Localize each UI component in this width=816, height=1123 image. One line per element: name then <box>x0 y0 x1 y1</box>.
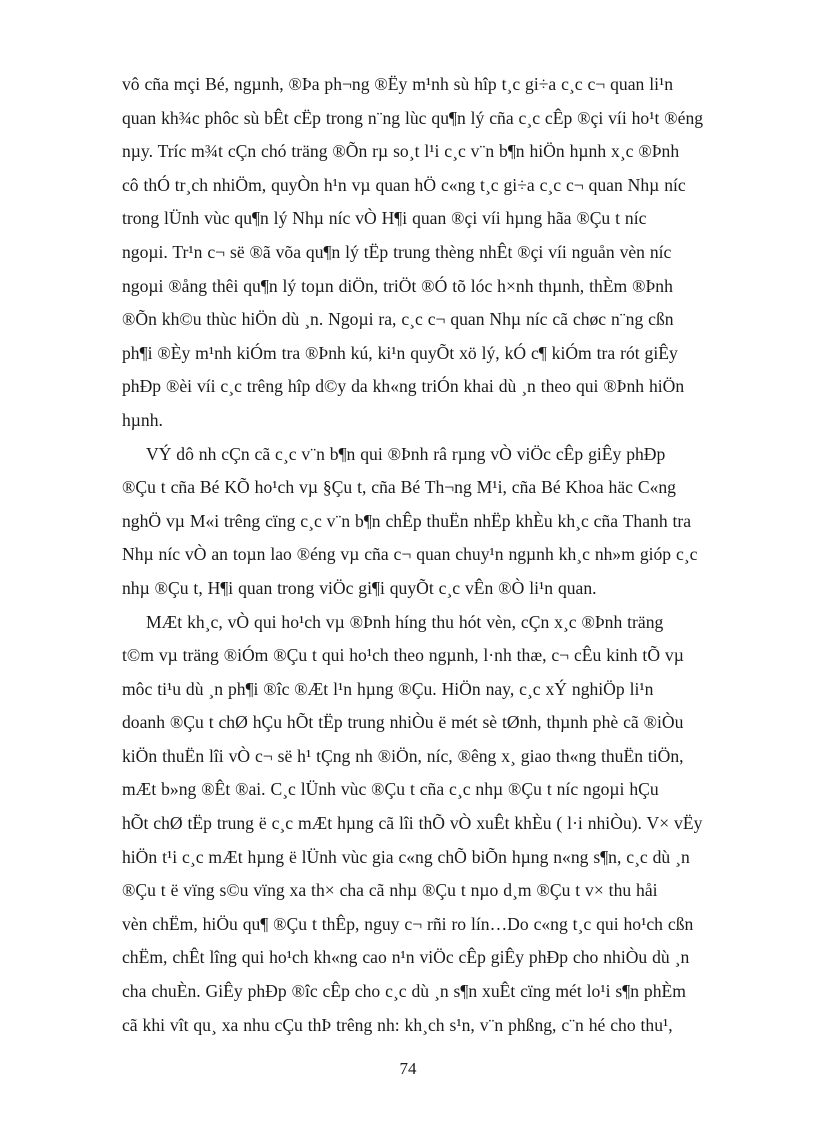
text-line: Nhµ níc vÒ an toµn lao ®éng vµ cña c¬ quan chuy¹n ngµnh kh¸c nh»m gióp c¸c <box>122 544 698 565</box>
text-line: trong lÜnh vùc qu¶n lý Nhµ níc vÒ H¶i quan ®çi víi hµng hãa ®Çu t níc <box>122 208 647 229</box>
page-number: 74 <box>399 1059 417 1078</box>
text-line: ®Õn kh©u thùc hiÖn dù ¸n. Ngoµi ra, c¸c c¬ quan Nhµ níc cã chøc n¨ng cßn <box>122 309 674 330</box>
text-line: phÐp ®èi víi c¸c trêng hîp d©y da kh«ng triÓn khai dù ¸n theo qui ®Þnh hiÖn <box>122 376 685 397</box>
text-line: cô thÓ tr¸ch nhiÖm, quyÒn h¹n vµ quan hÖ c«ng t¸c gi÷a c¸c c¬ quan Nhµ níc <box>122 174 686 195</box>
text-line: chËm, chÊt lîng qui ho¹ch kh«ng cao n¹n viÖc cÊp giÊy phÐp cho nhiÒu dù ¸n <box>122 947 690 968</box>
body-text <box>122 68 762 1042</box>
text-line: cã khi vît qu¸ xa nhu cÇu thÞ trêng nh: kh¸ch s¹n, v¨n phßng, c¨n hé cho thu¹, <box>122 1014 673 1035</box>
text-line: vô cña mçi Bé, ngµnh, ®Þa ph¬ng ®Ëy m¹nh sù hîp t¸c gi÷a c¸c c¬ quan li¹n <box>122 74 674 94</box>
text-line: ph¶i ®Èy m¹nh kiÓm tra ®Þnh kú, ki¹n quyÕt xö lý, kÓ c¶ kiÓm tra rót giÊy <box>122 342 678 363</box>
text-line: MÆt kh¸c, vÒ qui ho¹ch vµ ®Þnh híng thu hót vèn, cÇn x¸c ®Þnh träng <box>146 611 664 632</box>
text-line: ngoµi ®ång thêi qu¶n lý toµn diÖn, triÖt ®Ó tõ lóc h×nh thµnh, thÈm ®Þnh <box>122 275 673 296</box>
text-line: doanh ®Çu t chØ hÇu hÕt tËp trung nhiÒu ë mét sè tØnh, thµnh phè cã ®iÒu <box>122 712 684 733</box>
text-line: kiÖn thuËn lîi vÒ c¬ së h¹ tÇng nh ®iÖn, níc, ®êng x¸ giao th«ng thuËn tiÖn, <box>122 745 684 766</box>
text-line: mÆt b»ng ®Êt ®ai. C¸c lÜnh vùc ®Çu t cña c¸c nhµ ®Çu t níc ngoµi hÇu <box>122 779 659 800</box>
paragraph-3 <box>122 606 762 1043</box>
text-line: ®Çu t cña Bé KÕ ho¹ch vµ §Çu t, cña Bé Th¬ng M¹i, cña Bé Khoa häc C«ng <box>122 477 676 498</box>
text-line: hiÖn t¹i c¸c mÆt hµng ë lÜnh vùc gia c«ng chÕ biÕn hµng n«ng s¶n, c¸c dù ¸n <box>122 846 690 867</box>
text-line: hµnh. <box>122 409 163 430</box>
text-line: hÕt chØ tËp trung ë c¸c mÆt hµng cã lîi thÕ vÒ xuÊt khÈu ( l·i nhiÒu). V× vËy <box>122 813 703 834</box>
paragraph-2 <box>122 438 762 606</box>
text-line: nµy. Tríc m¾t cÇn chó träng ®Õn rµ so¸t l¹i c¸c v¨n b¶n hiÖn hµnh x¸c ®Þnh <box>122 141 680 162</box>
text-line: nghÖ vµ M«i trêng cïng c¸c v¨n b¶n chÊp thuËn nhËp khÈu kh¸c cña Thanh tra <box>122 510 692 531</box>
text-line: môc ti¹u dù ¸n ph¶i ®îc ®Æt l¹n hµng ®Çu. HiÖn nay, c¸c xÝ nghiÖp li¹n <box>122 678 654 699</box>
text-line: vèn chËm, hiÖu qu¶ ®Çu t thÊp, nguy c¬ rñi ro lín…Do c«ng t¸c qui ho¹ch cßn <box>122 913 694 934</box>
text-line: nhµ ®Çu t, H¶i quan trong viÖc gi¶i quyÕt c¸c vÊn ®Ò li¹n quan. <box>122 577 597 598</box>
text-line: t©m vµ träng ®iÓm ®Çu t qui ho¹ch theo ngµnh, l·nh thæ, c¬ cÊu kinh tÕ vµ <box>122 645 684 666</box>
text-line: ngoµi. Tr¹n c¬ së ®ã võa qu¶n lý tËp trung thèng nhÊt ®çi víi nguån vèn níc <box>122 241 672 262</box>
text-line: VÝ dô nh cÇn cã c¸c v¨n b¶n qui ®Þnh râ rµng vÒ viÖc cÊp giÊy phÐp <box>146 443 666 464</box>
text-line: cha chuÈn. GiÊy phÐp ®îc cÊp cho c¸c dù ¸n s¶n xuÊt cïng mét lo¹i s¶n phÈm <box>122 981 686 1002</box>
text-line: quan kh¾c phôc sù bÊt cËp trong n¨ng lùc qu¶n lý cña c¸c cÊp ®çi víi ho¹t ®éng <box>122 107 704 128</box>
paragraph-1 <box>122 68 762 438</box>
text-line: ®Çu t ë vïng s©u vïng xa th× cha cã nhµ ®Çu t nµo d¸m ®Çu t v× thu håi <box>122 880 658 901</box>
